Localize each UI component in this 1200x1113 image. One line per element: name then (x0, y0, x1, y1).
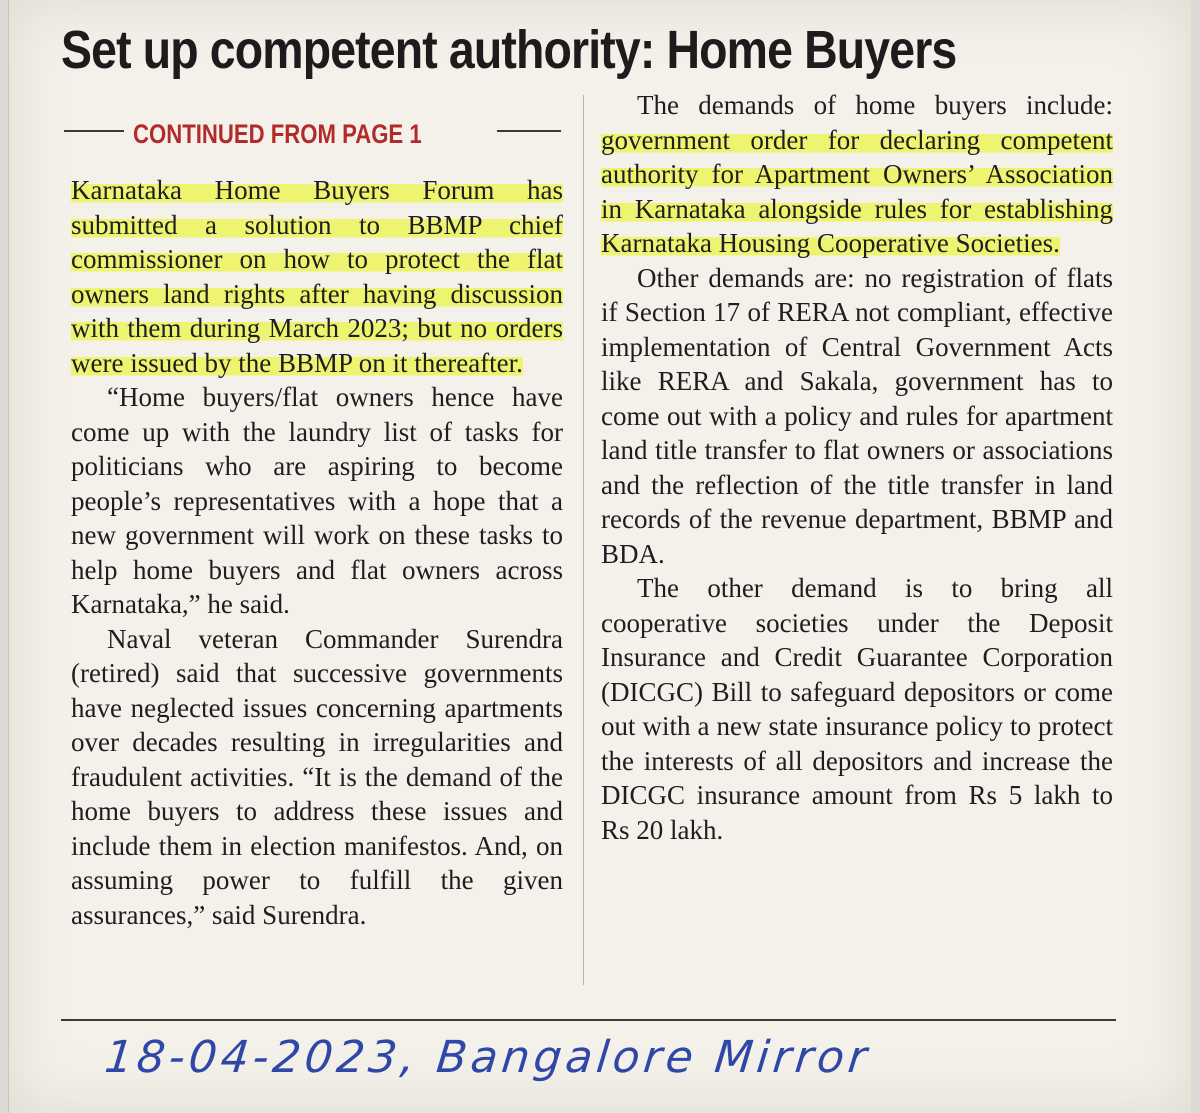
left-column (71, 173, 563, 932)
kicker-rule-left (64, 130, 124, 132)
highlighted-text: government order for declaring competent authority for Apartment Owners’ Association in Karnataka alongside rules for establishing Karnataka Housing Cooperative Societies. (601, 124, 1113, 258)
bottom-rule (61, 1019, 1116, 1021)
continued-from-label: CONTINUED FROM PAGE 1 (133, 119, 422, 149)
right-paragraph-1 (601, 88, 1113, 261)
highlighted-text: Karnataka Home Buyers Forum has submitted a solution to BBMP chief commissioner on how to protect the flat owners land rights after having discussion with them during March 2023; but no orders were issued by the BBMP on it thereafter. (71, 175, 563, 378)
column-divider (583, 95, 584, 985)
newspaper-clipping (8, 0, 1191, 1113)
right-paragraph-3: The other demand is to bring all cooperative societies under the Deposit Insurance and Credit Guarantee Corporation (DICGC) Bill to safeguard depositors or come out with a new state insurance policy to protect the interests of all depositors and increase the DICGC insurance amount from Rs 5 lakh to Rs 20 lakh. (601, 573, 1113, 845)
left-paragraph-1 (71, 173, 563, 380)
handwritten-date-source: 18-04-2023, Bangalore Mirror (102, 1032, 874, 1083)
kicker-rule-right (497, 130, 561, 132)
right-column (601, 88, 1113, 847)
right-paragraph-2: Other demands are: no registration of flats if Section 17 of RERA not compliant, effective implementation of Central Government Acts like RERA and Sakala, government has to come out with a policy and rules for apartment land title transfer to flat owners or associations and the reflection of the title transfer in land records of the revenue department, BBMP and BDA. (601, 262, 1113, 569)
right-paragraph-1-lead: The demands of home buyers include: (637, 90, 1113, 120)
headline: Set up competent authority: Home Buyers (61, 20, 957, 80)
left-paragraph-2: “Home buyers/flat owners hence have come up with the laundry list of tasks for politicians who are aspiring to become people’s representatives with a hope that a new government will work on these tasks to help home buyers and flat owners across Karnataka,” he said. (71, 382, 563, 619)
left-paragraph-3: Naval veteran Commander Surendra (retired) said that successive governments have neglected issues concerning apartments over decades resulting in irregularities and fraudulent activities. “It is the demand of the home buyers to address these issues and include them in election manifestos. And, on assuming power to fulfill the given assurances,” said Surendra. (71, 623, 563, 930)
